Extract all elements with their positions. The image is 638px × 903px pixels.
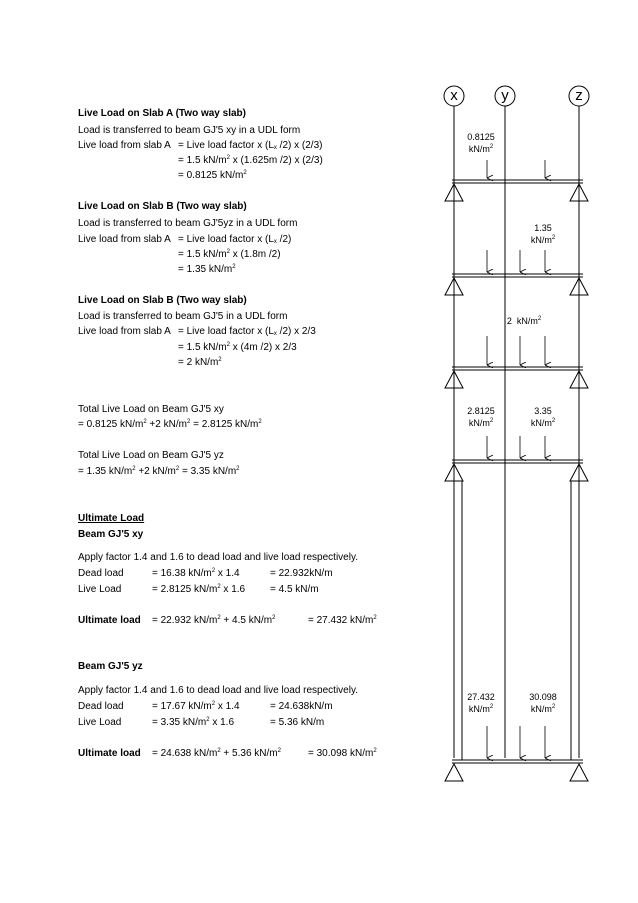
total-yz-title: Total Live Load on Beam GJ'5 yz <box>78 450 224 461</box>
diagram-load-label: 3.35 $kN/m^2$ <box>530 406 556 428</box>
diagram-load-label: 2.8125 $kN/m^2$ <box>467 406 495 428</box>
slab-b2-label: Live load from slab A <box>78 326 171 337</box>
xy-live-label: Live Load <box>78 584 122 595</box>
xy-ultimate-label: Ultimate load <box>78 615 141 626</box>
column-z-label: z <box>575 87 583 104</box>
beam-xy-heading: Beam GJ'5 xy <box>78 529 144 540</box>
yz-dead-result: = 24.638kN/m <box>270 701 333 712</box>
slab-b1-heading: Live Load on Slab B (Two way slab) <box>78 201 247 212</box>
yz-live-label: Live Load <box>78 717 122 728</box>
total-xy-title: Total Live Load on Beam GJ'5 xy <box>78 404 224 415</box>
ultimate-heading: Ultimate Load <box>78 513 145 524</box>
slab-b2-eq3: = 2 $kN/m^2$ <box>178 357 222 368</box>
slab-b2-eq1: = Live load factor x ($L_x$ /2) x 2/3 <box>178 326 316 337</box>
slab-a-transfer: Load is transferred to beam GJ'5 xy in a UDL form <box>78 125 301 136</box>
yz-ultimate-result: = 30.098 $kN/m^2$ <box>308 748 377 759</box>
slab-b1-eq2: = 1.5 $kN/m^2$ x (1.8m /2) <box>178 249 281 260</box>
yz-apply-text: Apply factor 1.4 and 1.6 to dead load and live load respectively. <box>78 685 358 696</box>
slab-a-eq2: = 1.5 $kN/m^2$ x (1.625m /2) x (2/3) <box>178 155 323 166</box>
slab-a-eq3: = 0.8125 $kN/m^2$ <box>178 170 247 181</box>
xy-ultimate-calc: = 22.932 $kN/m^2 + 4.5$ $kN/m^2$ <box>152 615 276 626</box>
diagram-load-label: 2 $kN/m^2$ <box>506 316 542 326</box>
total-xy-eq: = 0.8125 $kN/m^2 +2$ $kN/m^2 = 2.8125$ $kN/m^2$ <box>78 419 262 430</box>
column-x-label: x <box>450 87 458 104</box>
slab-b1-eq1: = Live load factor x ($L_x$ /2) <box>178 234 292 245</box>
xy-ultimate-result: = 27.432 $kN/m^2$ <box>308 615 377 626</box>
xy-dead-calc: = 16.38 $kN/m^2$ x 1.4 <box>152 568 240 579</box>
diagram-load-label: 1.35 $kN/m^2$ <box>530 223 556 245</box>
beam-yz-heading: Beam GJ'5 yz <box>78 661 143 672</box>
slab-b2-eq2: = 1.5 $kN/m^2$ x (4m /2) x 2/3 <box>178 342 297 353</box>
slab-a-eq1: = Live load factor x ($L_x$ /2) x (2/3) <box>178 140 323 151</box>
diagram-load-label: 27.432 $kN/m^2$ <box>467 692 495 714</box>
xy-live-calc: = 2.8125 $kN/m^2$ x 1.6 <box>152 584 246 595</box>
slab-b2-heading: Live Load on Slab B (Two way slab) <box>78 295 247 306</box>
slab-a-label: Live load from slab A <box>78 140 171 151</box>
xy-apply-text: Apply factor 1.4 and 1.6 to dead load and live load respectively. <box>78 552 358 563</box>
yz-ultimate-label: Ultimate load <box>78 748 141 759</box>
slab-b1-label: Live load from slab A <box>78 234 171 245</box>
total-yz-eq: = 1.35 $kN/m^2 +2$ $kN/m^2 = 3.35$ $kN/m^2$ <box>78 466 240 477</box>
slab-a-heading: Live Load on Slab A (Two way slab) <box>78 108 246 119</box>
slab-b1-eq3: = 1.35 $kN/m^2$ <box>178 264 236 275</box>
load-arrows <box>487 160 545 758</box>
yz-live-result: = 5.36 kN/m <box>270 717 325 728</box>
diagram-load-label: 0.8125 $kN/m^2$ <box>467 132 495 154</box>
diagram-load-label: 30.098 $kN/m^2$ <box>529 692 557 714</box>
yz-dead-calc: = 17.67 $kN/m^2$ x 1.4 <box>152 701 240 712</box>
yz-ultimate-calc: = 24.638 $kN/m^2 + 5.36$ $kN/m^2$ <box>152 748 281 759</box>
beams <box>452 180 583 763</box>
xy-dead-label: Dead load <box>78 568 124 579</box>
slab-b2-transfer: Load is transferred to beam GJ'5 in a UDL form <box>78 311 288 322</box>
slab-b1-transfer: Load is transferred to beam GJ'5yz in a UDL form <box>78 218 298 229</box>
xy-live-result: = 4.5 kN/m <box>270 584 319 595</box>
xy-dead-result: = 22.932kN/m <box>270 568 333 579</box>
column-y-label: y <box>501 87 509 104</box>
yz-dead-label: Dead load <box>78 701 124 712</box>
yz-live-calc: = 3.35 $kN/m^2$ x 1.6 <box>152 717 235 728</box>
